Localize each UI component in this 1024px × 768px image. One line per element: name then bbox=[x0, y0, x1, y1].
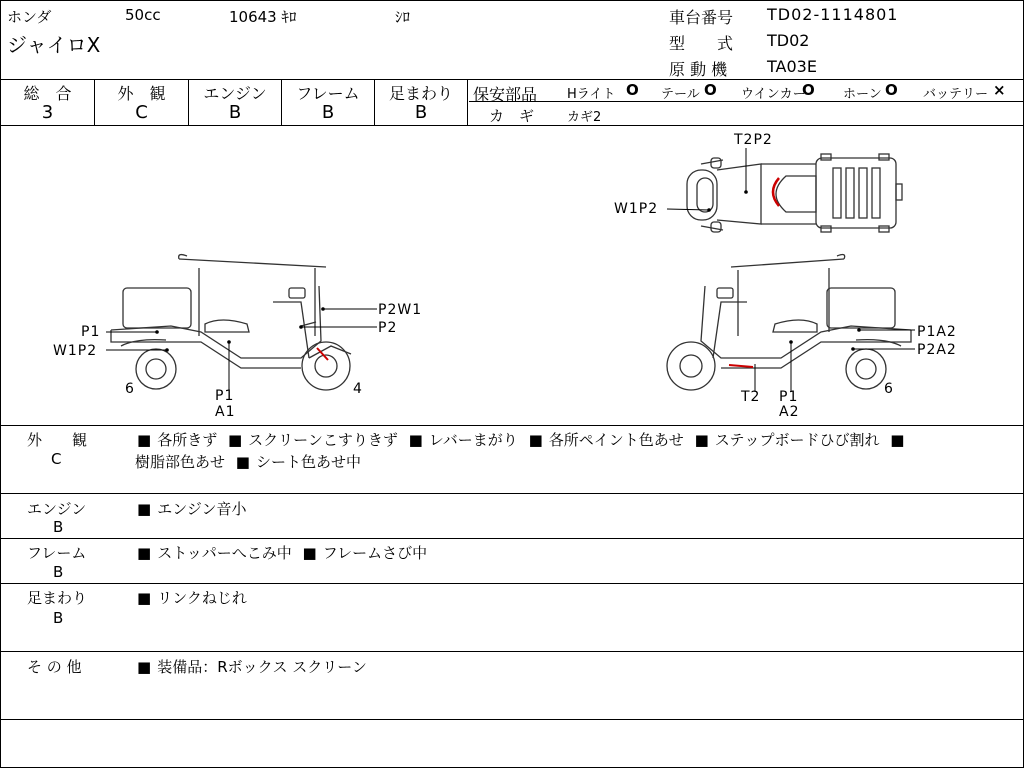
winker-label: ウインカー bbox=[741, 87, 806, 102]
label-top-w1p2: W1P2 bbox=[614, 201, 659, 217]
remark-item: ■ 各所ペイント色あせ bbox=[529, 431, 684, 449]
divider bbox=[1, 651, 1023, 652]
remark-item: ■ 装備品：Rボックス スクリーン bbox=[137, 658, 367, 676]
frame-no: TD02-1114801 bbox=[767, 5, 899, 24]
mileage: 10643 ｷﾛ bbox=[229, 8, 297, 26]
remark-item: ■ ストッパーへこみ中 bbox=[137, 544, 292, 562]
label-right-p1a2: P1A2 bbox=[917, 324, 957, 340]
frame-no-label: 車台番号 bbox=[669, 8, 734, 27]
divider bbox=[1, 719, 1023, 720]
remark-suspension-label: 足まわり bbox=[27, 589, 88, 607]
remark-frame-line1 bbox=[137, 542, 427, 563]
overall-grade: 3 bbox=[41, 102, 54, 123]
remark-item: ■ フレームさび中 bbox=[303, 544, 428, 562]
safety-label: 保安部品 bbox=[473, 85, 538, 104]
divider bbox=[467, 79, 468, 125]
label-right-6: 6 bbox=[884, 381, 894, 397]
tail-label: テール bbox=[661, 87, 700, 102]
remark-exterior-line2 bbox=[135, 451, 361, 472]
remark-item: 樹脂部色あせ bbox=[135, 453, 226, 471]
engine-grade-label: エンジン bbox=[203, 84, 267, 103]
remark-exterior-label: 外 観 bbox=[27, 431, 88, 449]
divider bbox=[1, 79, 1023, 80]
label-left-p1a1-top: P1 bbox=[215, 388, 235, 404]
engine-label: 原 動 機 bbox=[669, 60, 728, 79]
divider bbox=[1, 493, 1023, 494]
remark-exterior-grade: C bbox=[51, 450, 62, 468]
exterior-label: 外 観 bbox=[117, 84, 166, 103]
label-left-p1a1-bottom: A1 bbox=[215, 404, 236, 420]
headlight-label: Hライト bbox=[567, 87, 616, 102]
remark-item: ■ エンジン音小 bbox=[137, 500, 246, 518]
left-view-drawing bbox=[111, 255, 351, 390]
label-left-p2: P2 bbox=[378, 320, 398, 336]
suspension-grade: B bbox=[414, 102, 428, 123]
remark-engine-line1 bbox=[137, 498, 246, 519]
type-value: TD02 bbox=[767, 31, 810, 50]
label-t2p2: T2P2 bbox=[734, 132, 773, 148]
headlight-mark: O bbox=[626, 81, 639, 99]
remark-item: ■ ステップボードひび割れ bbox=[695, 431, 880, 449]
remark-frame-label: フレーム bbox=[27, 544, 87, 562]
horn-mark: O bbox=[885, 81, 898, 99]
remark-exterior-line1 bbox=[137, 429, 904, 450]
remark-item: ■ シート色あせ中 bbox=[236, 453, 361, 471]
remark-item: ■ レバーまがり bbox=[409, 431, 518, 449]
label-left-6: 6 bbox=[125, 381, 135, 397]
horn-label: ホーン bbox=[843, 87, 882, 102]
remark-item: ■ リンクねじれ bbox=[137, 589, 247, 607]
color: ｼﾛ bbox=[395, 8, 411, 26]
model-name: ジャイロX bbox=[7, 33, 101, 57]
damage-diagram bbox=[1, 126, 1023, 424]
label-right-p1a2-top: P1 bbox=[779, 389, 799, 405]
battery-label: バッテリー bbox=[923, 87, 989, 102]
engine-grade: B bbox=[228, 102, 242, 123]
type-label: 型 式 bbox=[669, 34, 734, 53]
key-value: カギ2 bbox=[567, 110, 602, 125]
right-view-drawing bbox=[667, 255, 911, 390]
engine-value: TA03E bbox=[767, 57, 817, 76]
leader-lines bbox=[106, 148, 915, 392]
overall-label: 総 合 bbox=[23, 84, 72, 103]
remark-frame-grade: B bbox=[53, 563, 64, 581]
label-left-p2w1: P2W1 bbox=[378, 302, 423, 318]
remark-suspension-grade: B bbox=[53, 609, 64, 627]
label-right-p1a2-bottom: A2 bbox=[779, 404, 800, 420]
divider bbox=[1, 425, 1023, 426]
battery-mark: × bbox=[993, 81, 1006, 99]
divider bbox=[1, 583, 1023, 584]
exterior-grade: C bbox=[135, 102, 148, 123]
label-left-4: 4 bbox=[353, 381, 363, 397]
winker-mark: O bbox=[802, 81, 815, 99]
suspension-grade-label: 足まわり bbox=[388, 84, 453, 103]
displacement: 50cc bbox=[125, 6, 161, 24]
remark-bullet: ■ bbox=[890, 431, 905, 449]
remark-other-label: そ の 他 bbox=[27, 658, 82, 676]
remark-item: ■ 各所きず bbox=[137, 431, 217, 449]
maker: ホンダ bbox=[7, 8, 52, 26]
label-right-t2: T2 bbox=[741, 389, 761, 405]
label-right-p2a2: P2A2 bbox=[917, 342, 957, 358]
key-label: カ ギ bbox=[489, 107, 535, 125]
remark-engine-grade: B bbox=[53, 518, 64, 536]
remark-suspension-line1 bbox=[137, 587, 247, 608]
remark-item: ■ スクリーンこすりきず bbox=[228, 431, 398, 449]
remark-engine-label: エンジン bbox=[27, 500, 87, 518]
top-view-drawing bbox=[687, 154, 902, 232]
frame-grade: B bbox=[321, 102, 335, 123]
tail-mark: O bbox=[704, 81, 717, 99]
label-left-p1: P1 bbox=[81, 324, 101, 340]
divider bbox=[1, 538, 1023, 539]
frame-grade-label: フレーム bbox=[296, 84, 360, 103]
remark-other-line1 bbox=[137, 656, 367, 677]
label-left-w1p2: W1P2 bbox=[53, 343, 98, 359]
